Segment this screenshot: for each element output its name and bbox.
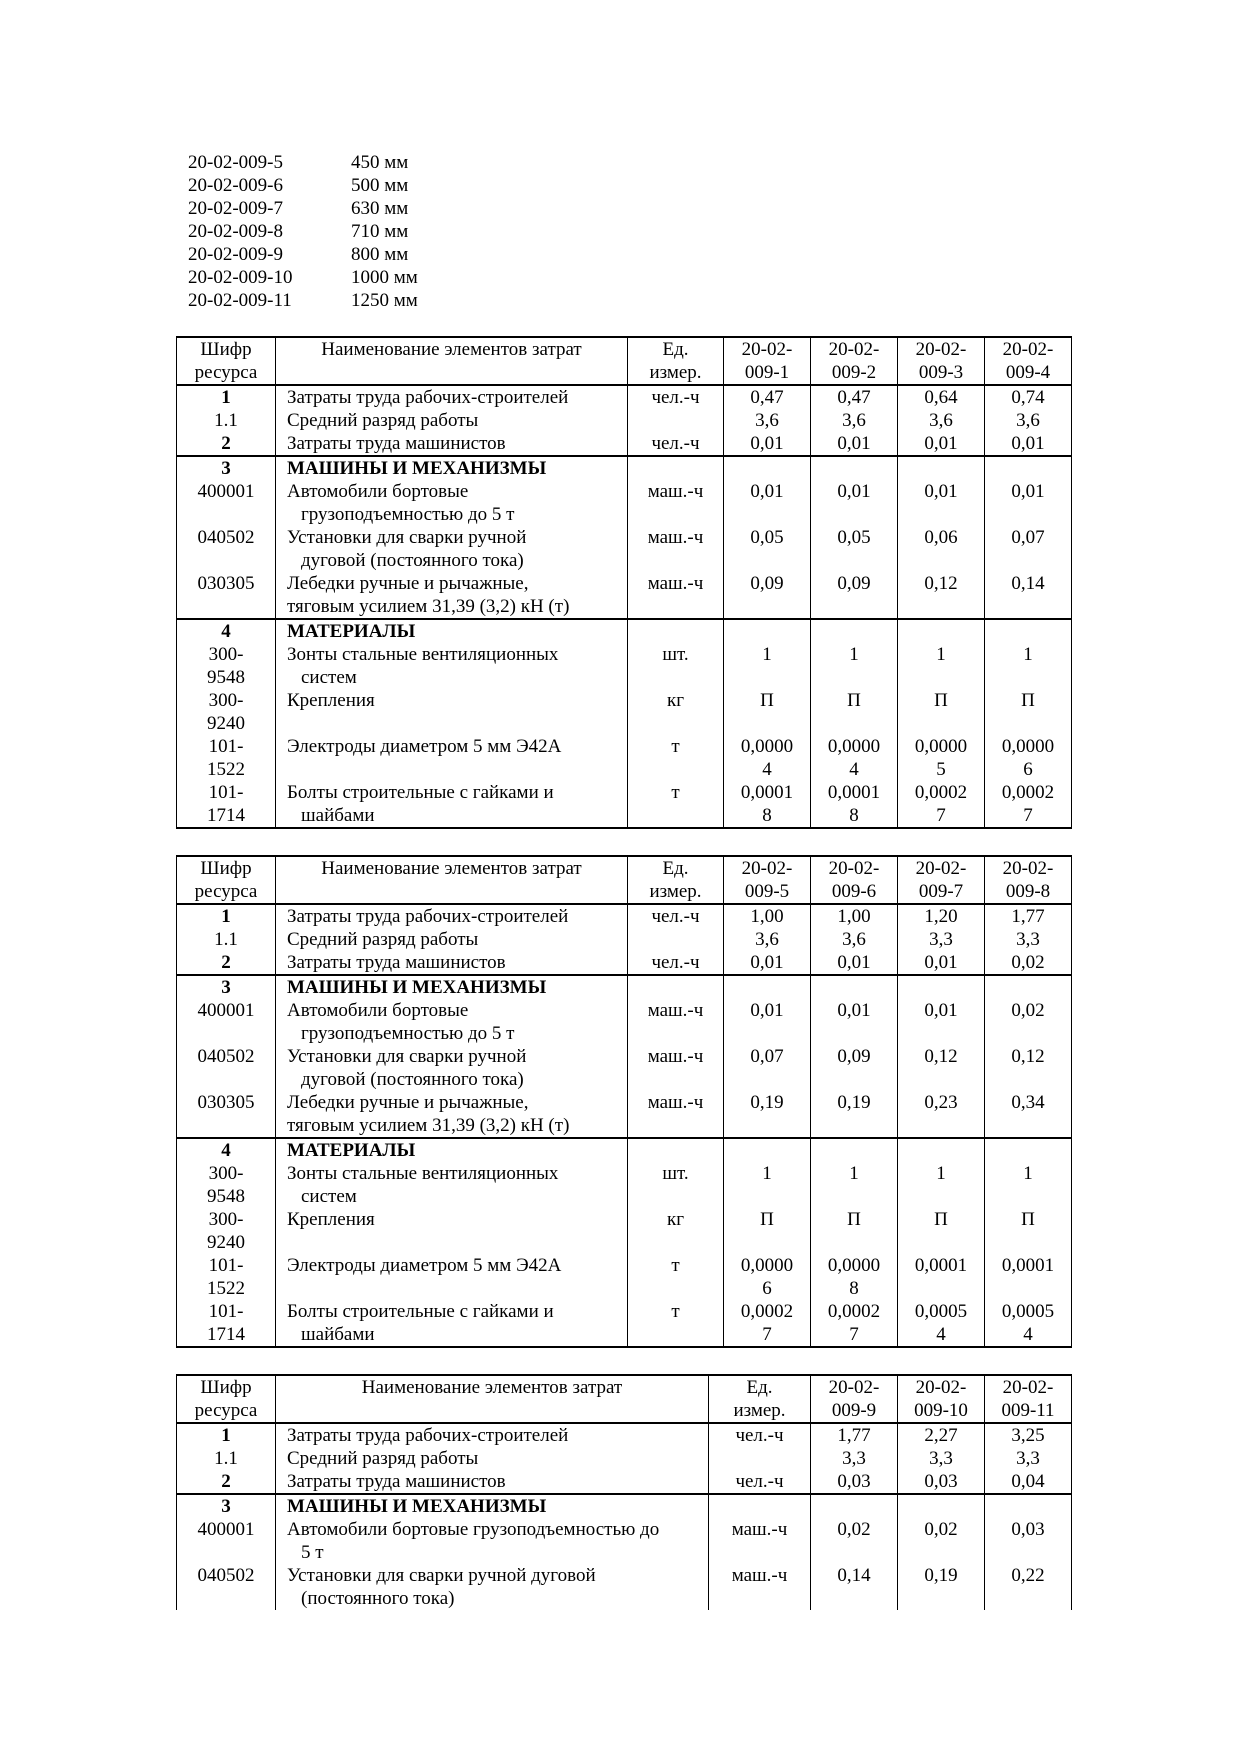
cell-value: 0,0002 7 — [811, 1300, 898, 1347]
row-name: Установки для сварки ручной дуговой (постоянного тока) — [276, 1564, 709, 1610]
row-name: Болты строительные с гайками и шайбами — [276, 1300, 628, 1347]
price-code: 20-02-009-5 — [188, 152, 283, 173]
cell-value: 0,14 — [985, 572, 1072, 619]
table-row — [177, 951, 1072, 975]
price-list — [188, 151, 418, 312]
cell-value: 0,0000 4 — [811, 735, 898, 781]
cell-value: 0,0000 8 — [811, 1254, 898, 1300]
row-code: 101- 1522 — [177, 1254, 276, 1300]
price-list-row — [188, 174, 418, 197]
row-name: Автомобили бортовые грузоподъемностью до 5 т — [276, 999, 628, 1045]
cell-value: 0,03 — [898, 1470, 985, 1494]
row-code: 1.1 — [177, 409, 276, 432]
row-name: Средний разряд работы — [276, 928, 628, 951]
row-code: 400001 — [177, 480, 276, 526]
cell-value: 0,0001 — [985, 1254, 1072, 1300]
row-unit: кг — [628, 689, 724, 735]
row-code: 2 — [177, 432, 276, 456]
row-unit: маш.-ч — [628, 999, 724, 1045]
cell-value: 0,09 — [811, 1045, 898, 1091]
row-code: 040502 — [177, 1045, 276, 1091]
header-unit: Ед. измер. — [628, 856, 724, 904]
table-row — [177, 1518, 1072, 1564]
cell-value: 0,74 — [985, 385, 1072, 409]
row-code: 101- 1714 — [177, 1300, 276, 1347]
table-row — [177, 1564, 1072, 1610]
table-header-row — [177, 856, 1072, 904]
row-name: Затраты труда машинистов — [276, 951, 628, 975]
row-code: 101- 1522 — [177, 735, 276, 781]
row-unit: шт. — [628, 1162, 724, 1208]
price-list-row — [188, 151, 418, 174]
cell-value: 0,02 — [985, 999, 1072, 1045]
row-unit: чел.-ч — [628, 951, 724, 975]
row-unit — [709, 1447, 811, 1470]
table-row — [177, 1045, 1072, 1091]
row-unit: маш.-ч — [628, 1045, 724, 1091]
row-unit: кг — [628, 1208, 724, 1254]
row-code: 300- 9240 — [177, 689, 276, 735]
price-list-row — [188, 289, 418, 312]
cell-value: 0,01 — [724, 951, 811, 975]
cell-value: 1 — [898, 643, 985, 689]
norm-table-3 — [176, 1374, 1072, 1610]
cell-value: 0,01 — [985, 432, 1072, 456]
cell-value: П — [985, 689, 1072, 735]
price-code: 20-02-009-11 — [188, 290, 292, 311]
row-unit: маш.-ч — [628, 526, 724, 572]
column-header: 20-02- 009-8 — [985, 856, 1072, 904]
row-name: Электроды диаметром 5 мм Э42А — [276, 1254, 628, 1300]
column-header: 20-02- 009-3 — [898, 337, 985, 385]
price-code: 20-02-009-7 — [188, 198, 283, 219]
row-code: 300- 9548 — [177, 1162, 276, 1208]
price-size: 1250 мм — [351, 290, 418, 311]
table-row — [177, 999, 1072, 1045]
cell-value: 0,01 — [985, 480, 1072, 526]
cell-value: 0,05 — [724, 526, 811, 572]
row-unit: т — [628, 1254, 724, 1300]
cell-value: 0,01 — [811, 432, 898, 456]
table-row — [177, 385, 1072, 409]
row-unit: чел.-ч — [628, 385, 724, 409]
cell-value: 0,0002 7 — [898, 781, 985, 828]
section-code: 3 — [177, 1494, 276, 1518]
cell-value: 0,07 — [724, 1045, 811, 1091]
row-code: 1.1 — [177, 1447, 276, 1470]
price-size: 630 мм — [351, 198, 409, 219]
norm-table-1 — [176, 336, 1072, 829]
cell-value: 0,23 — [898, 1091, 985, 1138]
cell-value: 1 — [811, 643, 898, 689]
row-code: 030305 — [177, 1091, 276, 1138]
cell-value: 0,12 — [898, 572, 985, 619]
cell-value: 0,01 — [898, 999, 985, 1045]
row-name: Электроды диаметром 5 мм Э42А — [276, 735, 628, 781]
cell-value: 0,47 — [811, 385, 898, 409]
table-row — [177, 1254, 1072, 1300]
cell-value: 1,77 — [985, 904, 1072, 928]
row-code: 400001 — [177, 999, 276, 1045]
cell-value: 0,02 — [811, 1518, 898, 1564]
table-row — [177, 1208, 1072, 1254]
column-header: 20-02- 009-6 — [811, 856, 898, 904]
section-row — [177, 619, 1072, 643]
cell-value: 0,03 — [811, 1470, 898, 1494]
cell-value: 3,6 — [985, 409, 1072, 432]
row-name: Затраты труда рабочих-строителей — [276, 1423, 709, 1447]
table-row — [177, 526, 1072, 572]
cell-value: 0,0000 4 — [724, 735, 811, 781]
header-name: Наименование элементов затрат — [276, 856, 628, 904]
row-unit: маш.-ч — [628, 572, 724, 619]
row-unit: т — [628, 781, 724, 828]
table-row — [177, 1447, 1072, 1470]
cell-value: П — [898, 689, 985, 735]
table-row — [177, 1300, 1072, 1347]
price-size: 800 мм — [351, 244, 409, 265]
table-row — [177, 904, 1072, 928]
column-header: 20-02- 009-7 — [898, 856, 985, 904]
header-unit: Ед. измер. — [709, 1375, 811, 1423]
cell-value: 0,01 — [898, 951, 985, 975]
row-unit: маш.-ч — [628, 480, 724, 526]
row-unit: чел.-ч — [709, 1470, 811, 1494]
table-header-row — [177, 337, 1072, 385]
section-row — [177, 456, 1072, 480]
table-row — [177, 572, 1072, 619]
cell-value: 0,47 — [724, 385, 811, 409]
cell-value: 0,0002 7 — [724, 1300, 811, 1347]
price-size: 450 мм — [351, 152, 409, 173]
row-name: Лебедки ручные и рычажные, тяговым усилием 31,39 (3,2) кН (т) — [276, 572, 628, 619]
section-code: 4 — [177, 619, 276, 643]
cell-value: 0,01 — [811, 480, 898, 526]
cell-value: П — [811, 689, 898, 735]
row-code: 300- 9548 — [177, 643, 276, 689]
cell-value: 3,3 — [985, 928, 1072, 951]
cell-value: 0,34 — [985, 1091, 1072, 1138]
row-name: Лебедки ручные и рычажные, тяговым усилием 31,39 (3,2) кН (т) — [276, 1091, 628, 1138]
price-size: 710 мм — [351, 221, 409, 242]
row-name: Крепления — [276, 689, 628, 735]
cell-value: 0,64 — [898, 385, 985, 409]
cell-value: 3,6 — [724, 928, 811, 951]
cell-value: 0,09 — [724, 572, 811, 619]
table-header-row — [177, 1375, 1072, 1423]
row-name: Автомобили бортовые грузоподъемностью до 5 т — [276, 480, 628, 526]
table-row — [177, 1091, 1072, 1138]
cell-value: 1,00 — [811, 904, 898, 928]
cell-value: 0,0000 6 — [724, 1254, 811, 1300]
table-row — [177, 1162, 1072, 1208]
norm-table-2 — [176, 855, 1072, 1348]
cell-value: 3,6 — [811, 928, 898, 951]
cell-value: 0,0001 8 — [724, 781, 811, 828]
header-code: Шифр ресурса — [177, 1375, 276, 1423]
cell-value: 3,3 — [898, 1447, 985, 1470]
row-unit: чел.-ч — [628, 904, 724, 928]
cell-value: 0,0005 4 — [985, 1300, 1072, 1347]
row-name: Средний разряд работы — [276, 1447, 709, 1470]
cell-value: 0,0001 — [898, 1254, 985, 1300]
cell-value: 3,3 — [985, 1447, 1072, 1470]
price-list-row — [188, 220, 418, 243]
section-code: 3 — [177, 975, 276, 999]
row-name: Установки для сварки ручной дуговой (постоянного тока) — [276, 526, 628, 572]
section-code: 4 — [177, 1138, 276, 1162]
row-unit: чел.-ч — [709, 1423, 811, 1447]
cell-value: 0,0002 7 — [985, 781, 1072, 828]
cell-value: 3,25 — [985, 1423, 1072, 1447]
cell-value: П — [724, 1208, 811, 1254]
cell-value: 1 — [898, 1162, 985, 1208]
table-row — [177, 409, 1072, 432]
row-name: Затраты труда рабочих-строителей — [276, 904, 628, 928]
cell-value: П — [811, 1208, 898, 1254]
table-row — [177, 1423, 1072, 1447]
price-size: 500 мм — [351, 175, 409, 196]
cell-value: 0,14 — [811, 1564, 898, 1610]
row-unit: маш.-ч — [709, 1518, 811, 1564]
cell-value: 0,0005 4 — [898, 1300, 985, 1347]
cell-value: 3,6 — [724, 409, 811, 432]
cell-value: 0,05 — [811, 526, 898, 572]
cell-value: 3,3 — [898, 928, 985, 951]
row-name: Крепления — [276, 1208, 628, 1254]
row-name: Затраты труда машинистов — [276, 432, 628, 456]
header-code: Шифр ресурса — [177, 856, 276, 904]
cell-value: 2,27 — [898, 1423, 985, 1447]
cell-value: 0,01 — [724, 480, 811, 526]
section-title: МАШИНЫ И МЕХАНИЗМЫ — [276, 456, 628, 480]
cell-value: 1 — [811, 1162, 898, 1208]
cell-value: 0,0000 5 — [898, 735, 985, 781]
cell-value: 0,07 — [985, 526, 1072, 572]
row-name: Болты строительные с гайками и шайбами — [276, 781, 628, 828]
row-code: 040502 — [177, 1564, 276, 1610]
cell-value: П — [898, 1208, 985, 1254]
row-code: 400001 — [177, 1518, 276, 1564]
cell-value: 1 — [724, 1162, 811, 1208]
section-row — [177, 1138, 1072, 1162]
row-code: 1 — [177, 904, 276, 928]
header-code: Шифр ресурса — [177, 337, 276, 385]
column-header: 20-02- 009-9 — [811, 1375, 898, 1423]
row-code: 101- 1714 — [177, 781, 276, 828]
section-title: МАТЕРИАЛЫ — [276, 1138, 628, 1162]
section-title: МАШИНЫ И МЕХАНИЗМЫ — [276, 1494, 709, 1518]
cell-value: 0,0001 8 — [811, 781, 898, 828]
table-row — [177, 928, 1072, 951]
header-name: Наименование элементов затрат — [276, 337, 628, 385]
row-unit: маш.-ч — [628, 1091, 724, 1138]
table-row — [177, 1470, 1072, 1494]
row-code: 1.1 — [177, 928, 276, 951]
cell-value: П — [724, 689, 811, 735]
row-code: 2 — [177, 951, 276, 975]
row-code: 030305 — [177, 572, 276, 619]
row-name: Автомобили бортовые грузоподъемностью до 5 т — [276, 1518, 709, 1564]
price-code: 20-02-009-8 — [188, 221, 283, 242]
cell-value: 0,01 — [898, 432, 985, 456]
row-code: 1 — [177, 385, 276, 409]
cell-value: 0,01 — [898, 480, 985, 526]
row-unit: шт. — [628, 643, 724, 689]
cell-value: 0,06 — [898, 526, 985, 572]
cell-value: 0,19 — [898, 1564, 985, 1610]
row-name: Средний разряд работы — [276, 409, 628, 432]
price-code: 20-02-009-10 — [188, 267, 293, 288]
cell-value: 0,22 — [985, 1564, 1072, 1610]
row-code: 300- 9240 — [177, 1208, 276, 1254]
table-row — [177, 735, 1072, 781]
cell-value: 0,12 — [898, 1045, 985, 1091]
row-unit: т — [628, 735, 724, 781]
cell-value: 0,19 — [724, 1091, 811, 1138]
section-title: МАШИНЫ И МЕХАНИЗМЫ — [276, 975, 628, 999]
table-row — [177, 432, 1072, 456]
cell-value: 3,6 — [811, 409, 898, 432]
cell-value: 0,01 — [724, 999, 811, 1045]
section-title: МАТЕРИАЛЫ — [276, 619, 628, 643]
price-list-row — [188, 243, 418, 266]
column-header: 20-02- 009-11 — [985, 1375, 1072, 1423]
column-header: 20-02- 009-2 — [811, 337, 898, 385]
row-code: 2 — [177, 1470, 276, 1494]
price-code: 20-02-009-9 — [188, 244, 283, 265]
row-code: 1 — [177, 1423, 276, 1447]
row-name: Затраты труда машинистов — [276, 1470, 709, 1494]
row-name: Зонты стальные вентиляционных систем — [276, 643, 628, 689]
row-code: 040502 — [177, 526, 276, 572]
cell-value: 0,19 — [811, 1091, 898, 1138]
price-size: 1000 мм — [351, 267, 418, 288]
cell-value: 1 — [985, 643, 1072, 689]
cell-value: 0,01 — [811, 999, 898, 1045]
cell-value: 1 — [724, 643, 811, 689]
row-unit — [628, 928, 724, 951]
header-name: Наименование элементов затрат — [276, 1375, 709, 1423]
cell-value: 0,04 — [985, 1470, 1072, 1494]
column-header: 20-02- 009-5 — [724, 856, 811, 904]
cell-value: 3,3 — [811, 1447, 898, 1470]
table-row — [177, 643, 1072, 689]
row-unit: чел.-ч — [628, 432, 724, 456]
column-header: 20-02- 009-4 — [985, 337, 1072, 385]
section-code: 3 — [177, 456, 276, 480]
table-row — [177, 689, 1072, 735]
section-row — [177, 975, 1072, 999]
section-row — [177, 1494, 1072, 1518]
cell-value: 1,77 — [811, 1423, 898, 1447]
cell-value: 0,0000 6 — [985, 735, 1072, 781]
table-row — [177, 781, 1072, 828]
cell-value: П — [985, 1208, 1072, 1254]
cell-value: 1,00 — [724, 904, 811, 928]
row-name: Зонты стальные вентиляционных систем — [276, 1162, 628, 1208]
row-unit: т — [628, 1300, 724, 1347]
cell-value: 0,02 — [985, 951, 1072, 975]
column-header: 20-02- 009-10 — [898, 1375, 985, 1423]
cell-value: 0,01 — [811, 951, 898, 975]
column-header: 20-02- 009-1 — [724, 337, 811, 385]
price-list-row — [188, 197, 418, 220]
table-row — [177, 480, 1072, 526]
cell-value: 0,12 — [985, 1045, 1072, 1091]
row-unit: маш.-ч — [709, 1564, 811, 1610]
cell-value: 0,02 — [898, 1518, 985, 1564]
cell-value: 0,09 — [811, 572, 898, 619]
header-unit: Ед. измер. — [628, 337, 724, 385]
cell-value: 0,03 — [985, 1518, 1072, 1564]
cell-value: 1 — [985, 1162, 1072, 1208]
price-code: 20-02-009-6 — [188, 175, 283, 196]
row-name: Установки для сварки ручной дуговой (постоянного тока) — [276, 1045, 628, 1091]
price-list-row — [188, 266, 418, 289]
row-name: Затраты труда рабочих-строителей — [276, 385, 628, 409]
cell-value: 1,20 — [898, 904, 985, 928]
cell-value: 0,01 — [724, 432, 811, 456]
row-unit — [628, 409, 724, 432]
cell-value: 3,6 — [898, 409, 985, 432]
